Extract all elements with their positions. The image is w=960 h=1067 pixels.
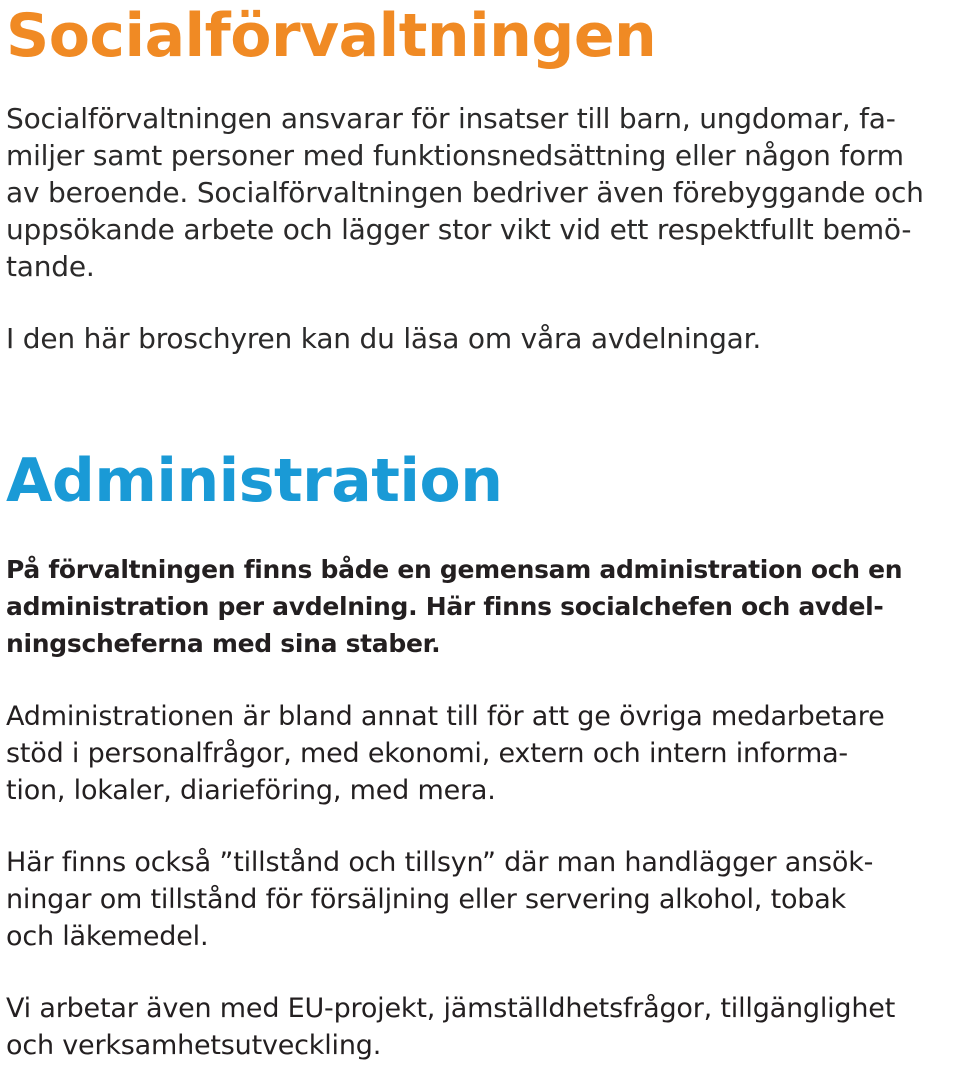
text-line: av beroende. Socialförvaltningen bedriver även förebyggande och <box>6 176 924 209</box>
text-line: stöd i personalfrågor, med ekonomi, extern och intern informa- <box>6 738 848 769</box>
text-line: administration per avdelning. Här finns socialchefen och avdel- <box>6 592 884 621</box>
text-line: ningscheferna med sina staber. <box>6 629 441 658</box>
intro-paragraph <box>6 100 924 285</box>
text-line: tande. <box>6 250 95 283</box>
intro-note <box>6 320 761 357</box>
text-line: och verksamhetsutveckling. <box>6 1030 382 1061</box>
text-line: Socialförvaltningen ansvarar för insatser till barn, ungdomar, fa- <box>6 102 896 135</box>
body-paragraph <box>6 990 895 1064</box>
text-line: Administrationen är bland annat till för att ge övriga medarbetare <box>6 701 885 732</box>
text-line: I den här broschyren kan du läsa om våra avdelningar. <box>6 322 762 355</box>
text-line: uppsökande arbete och lägger stor vikt vid ett respektfullt bemö- <box>6 213 912 246</box>
section-title: Administration <box>6 446 503 516</box>
section-lead <box>6 551 902 662</box>
body-paragraph <box>6 698 885 809</box>
text-line: tion, lokaler, diarieföring, med mera. <box>6 775 496 806</box>
text-line: Här finns också ”tillstånd och tillsyn” där man handlägger ansök- <box>6 847 874 878</box>
text-line: miljer samt personer med funktionsnedsättning eller någon form <box>6 139 904 172</box>
text-line: Vi arbetar även med EU-projekt, jämställdhetsfrågor, tillgänglighet <box>6 993 896 1024</box>
text-line: ningar om tillstånd för försäljning eller servering alkohol, tobak <box>6 884 846 915</box>
text-line: På förvaltningen finns både en gemensam administration och en <box>6 555 903 584</box>
body-paragraph <box>6 844 873 955</box>
page-title: Socialförvaltningen <box>6 1 657 71</box>
text-line: och läkemedel. <box>6 921 209 952</box>
